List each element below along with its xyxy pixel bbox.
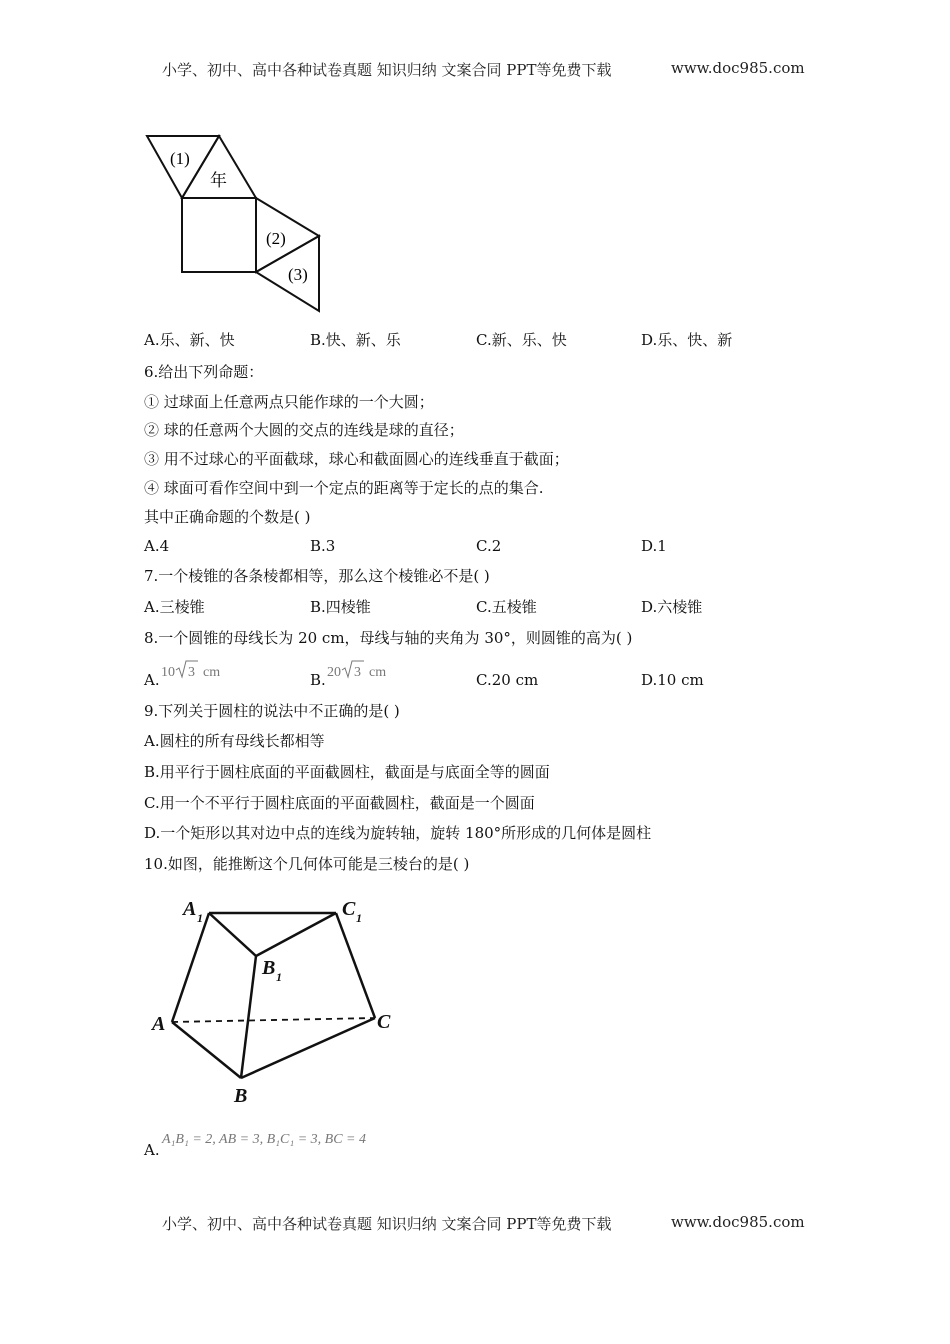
net-label-2: (2) bbox=[266, 229, 286, 248]
q6-option-d: D.1 bbox=[641, 537, 667, 555]
label-B: B bbox=[234, 1085, 248, 1107]
label-A1: A bbox=[183, 898, 197, 920]
q9-option-b: B.用平行于圆柱底面的平面截圆柱，截面是与底面全等的圆面 bbox=[144, 763, 550, 781]
label-B1-sub: 1 bbox=[276, 970, 282, 984]
q10-option-a-math: A₁B₁ = 2, AB = 3, B₁C₁ = 3, BC = 4 bbox=[162, 1132, 366, 1147]
label-B1: B bbox=[262, 957, 276, 979]
q8-option-a-prefix: A. bbox=[144, 671, 160, 689]
label-A: A bbox=[152, 1013, 166, 1035]
q9-stem: 9.下列关于圆柱的说法中不正确的是( ) bbox=[144, 702, 400, 720]
q6-option-c: C.2 bbox=[476, 537, 502, 555]
q10-stem: 10.如图，能推断这个几何体可能是三棱台的是( ) bbox=[144, 855, 470, 873]
q5-option-b: B.快、新、乐 bbox=[310, 331, 401, 349]
q8-option-b-math bbox=[326, 658, 396, 682]
label-C1: C bbox=[342, 898, 356, 920]
q6-item-4: ④ 球面可看作空间中到一个定点的距离等于定长的点的集合. bbox=[144, 479, 544, 497]
q6-option-b: B.3 bbox=[310, 537, 336, 555]
q8-option-c: C.20 cm bbox=[476, 671, 539, 689]
q6-item-3: ③ 用不过球心的平面截球，球心和截面圆心的连线垂直于截面； bbox=[144, 450, 569, 468]
q8-option-d: D.10 cm bbox=[641, 671, 704, 689]
net-figure bbox=[140, 128, 330, 318]
q5-option-a: A.乐、新、快 bbox=[144, 331, 235, 349]
frustum-figure bbox=[148, 892, 408, 1112]
q8-option-a-math bbox=[160, 658, 230, 682]
net-label-1: (1) bbox=[170, 149, 190, 168]
q8-option-b-prefix: B. bbox=[310, 671, 326, 689]
q8-b-coef: 20 bbox=[327, 665, 341, 680]
header-text: 小学、初中、高中各种试卷真题 知识归纳 文案合同 PPT等免费下载 bbox=[162, 61, 612, 79]
q7-stem: 7.一个棱锥的各条棱都相等，那么这个棱锥必不是( ) bbox=[144, 567, 490, 585]
q7-option-c: C.五棱锥 bbox=[476, 598, 537, 616]
q8-b-unit: cm bbox=[369, 665, 387, 680]
label-C1-sub: 1 bbox=[356, 911, 362, 925]
q9-option-d: D.一个矩形以其对边中点的连线为旋转轴，旋转 180°所形成的几何体是圆柱 bbox=[144, 824, 652, 842]
footer-text: 小学、初中、高中各种试卷真题 知识归纳 文案合同 PPT等免费下载 bbox=[162, 1215, 612, 1233]
q9-option-a: A.圆柱的所有母线长都相等 bbox=[144, 732, 325, 750]
net-label-3: (3) bbox=[288, 265, 308, 284]
q6-item-2: ② 球的任意两个大圆的交点的连线是球的直径； bbox=[144, 421, 464, 439]
q8-b-rad: 3 bbox=[354, 665, 361, 680]
q7-option-a: A.三棱锥 bbox=[144, 598, 205, 616]
net-label-nian: 年 bbox=[210, 171, 227, 190]
q9-option-c: C.用一个不平行于圆柱底面的平面截圆柱，截面是一个圆面 bbox=[144, 794, 535, 812]
q5-option-c: C.新、乐、快 bbox=[476, 331, 567, 349]
q7-option-d: D.六棱锥 bbox=[641, 598, 703, 616]
q10-option-a-prefix: A. bbox=[144, 1141, 160, 1159]
header-url: www.doc985.com bbox=[671, 59, 805, 77]
q6-ask: 其中正确命题的个数是( ) bbox=[144, 508, 311, 526]
q8-a-coef: 10 bbox=[161, 665, 175, 680]
label-C: C bbox=[377, 1011, 391, 1033]
q5-option-d: D.乐、快、新 bbox=[641, 331, 733, 349]
label-A1-sub: 1 bbox=[197, 911, 203, 925]
q7-option-b: B.四棱锥 bbox=[310, 598, 371, 616]
footer-url: www.doc985.com bbox=[671, 1213, 805, 1231]
q6-stem: 6.给出下列命题： bbox=[144, 363, 264, 381]
q8-a-rad: 3 bbox=[188, 665, 195, 680]
q6-item-1: ① 过球面上任意两点只能作球的一个大圆； bbox=[144, 393, 434, 411]
q6-option-a: A.4 bbox=[144, 537, 170, 555]
q8-a-unit: cm bbox=[203, 665, 221, 680]
q8-stem: 8.一个圆锥的母线长为 20 cm，母线与轴的夹角为 30°，则圆锥的高为( ) bbox=[144, 629, 633, 647]
